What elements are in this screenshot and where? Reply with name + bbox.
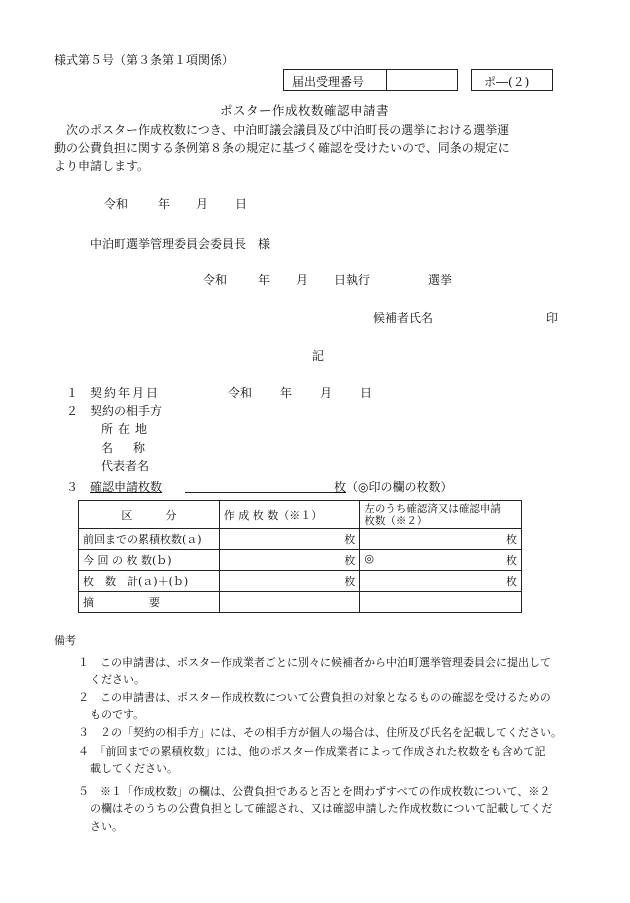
double-circle-mark: ◎ bbox=[364, 552, 375, 565]
row-label: 枚 数 計(ａ)＋(ｂ) bbox=[79, 571, 220, 592]
note-1-cont: ください。 bbox=[90, 673, 145, 686]
made-count-cell[interactable]: 枚 bbox=[219, 550, 360, 571]
representative-label: 代表者名 bbox=[101, 459, 150, 473]
date-era: 令和 bbox=[104, 197, 129, 211]
election-month: 月 bbox=[296, 273, 309, 287]
form-code-box bbox=[471, 69, 553, 91]
header-confirmed-count: 左のうち確認済又は確認申請 枚数（※２） bbox=[360, 501, 522, 529]
table-row bbox=[79, 571, 522, 592]
item3-label: 確認申請枚数 bbox=[90, 480, 163, 494]
item3-note: （◎印の欄の枚数） bbox=[346, 480, 453, 494]
confirmed-count-cell[interactable]: ◎ 枚 bbox=[360, 550, 522, 571]
item1-day: 日 bbox=[360, 386, 373, 400]
table-header-row bbox=[79, 501, 522, 529]
item1-year: 年 bbox=[280, 386, 293, 400]
item2-label: 契約の相手方 bbox=[90, 404, 163, 418]
table-row bbox=[79, 550, 522, 571]
count-table bbox=[78, 500, 522, 613]
confirmed-count-cell[interactable]: 枚 bbox=[360, 529, 522, 550]
item1-era: 令和 bbox=[228, 386, 253, 400]
note-3: ３ ２の「契約の相手方」には、その相手方が個人の場合は、住所及び氏名を記載してください。 bbox=[78, 726, 562, 739]
note-2: ２ この申請書は、ポスター作成枚数について公費負担の対象となるものの確認を受けるための bbox=[78, 691, 551, 704]
note-5-cont: の欄はそのうちの公費負担として確認され、又は確認申請した作成枚数について記載してくだ bbox=[90, 802, 553, 815]
remarks-cell[interactable] bbox=[360, 592, 522, 613]
election-day: 日執行 bbox=[334, 273, 371, 287]
row-label: 摘 要 bbox=[79, 592, 220, 613]
header-category: 区 分 bbox=[79, 501, 220, 529]
header-made-count: 作 成 枚 数（※１） bbox=[219, 501, 360, 529]
table-row bbox=[79, 592, 522, 613]
intro-line-1: 次のポスター作成枚数につき、中泊町議会議員及び中泊町長の選挙における選挙運 bbox=[66, 123, 510, 137]
note-4-cont: 載してください。 bbox=[90, 762, 178, 775]
row-label: 今 回 の 枚 数(ｂ) bbox=[79, 550, 220, 571]
item3-number: ３ bbox=[66, 480, 79, 494]
item1-month: 月 bbox=[320, 386, 333, 400]
item3-unit: 枚 bbox=[334, 480, 347, 494]
row-label: 前回までの累積枚数(ａ) bbox=[79, 529, 220, 550]
note-5-cont-2: さい。 bbox=[90, 820, 123, 833]
date-year: 年 bbox=[158, 197, 171, 211]
note-2-cont: ものです。 bbox=[90, 708, 145, 721]
election-era: 令和 bbox=[203, 273, 228, 287]
receipt-number-field[interactable] bbox=[386, 69, 458, 91]
document-title: ポスター作成枚数確認申請書 bbox=[220, 103, 390, 118]
table-row bbox=[79, 529, 522, 550]
item3-count-field[interactable] bbox=[185, 492, 337, 493]
ki-heading: 記 bbox=[312, 349, 325, 363]
item2-number: ２ bbox=[66, 404, 79, 418]
intro-line-3: より申請します。 bbox=[54, 159, 150, 173]
made-count-cell[interactable]: 枚 bbox=[219, 571, 360, 592]
date-day: 日 bbox=[235, 197, 248, 211]
intro-line-2: 動の公費負担に関する条例第８条の規定に基づく確認を受けたいので、同条の規定に bbox=[54, 141, 510, 155]
remarks-cell[interactable] bbox=[219, 592, 360, 613]
name-label: 名称 bbox=[101, 441, 166, 455]
form-id: 様式第５号（第３条第１項関係） bbox=[54, 53, 235, 67]
election-name: 選挙 bbox=[428, 273, 453, 287]
receipt-label: 届出受理番号 bbox=[292, 75, 365, 89]
note-4: ４ 「前回までの累積枚数」には、他のポスター作成業者によって作成された枚数をも含めて記 bbox=[78, 745, 546, 758]
form-code: ポ―(２) bbox=[484, 75, 530, 89]
addressee: 中泊町選挙管理委員会委員長 様 bbox=[90, 237, 271, 251]
note-1: １ この申請書は、ポスター作成業者ごとに別々に候補者から中泊町選挙管理委員会に提出して bbox=[78, 656, 551, 669]
notes-heading: 備考 bbox=[54, 634, 76, 647]
election-year: 年 bbox=[258, 273, 271, 287]
made-count-cell[interactable]: 枚 bbox=[219, 529, 360, 550]
note-5: ５ ※１「作成枚数」の欄は、公費負担であると否とを問わずすべての作成枚数について、※２ bbox=[78, 785, 551, 798]
receipt-label-cell bbox=[283, 69, 387, 91]
address-label: 所在地 bbox=[101, 422, 153, 436]
seal-mark: 印 bbox=[546, 311, 559, 325]
item1-number: １ bbox=[66, 386, 79, 400]
confirmed-count-cell[interactable]: 枚 bbox=[360, 571, 522, 592]
candidate-label: 候補者氏名 bbox=[373, 311, 434, 325]
date-month: 月 bbox=[196, 197, 209, 211]
item1-label: 契約年月日 bbox=[90, 386, 161, 400]
